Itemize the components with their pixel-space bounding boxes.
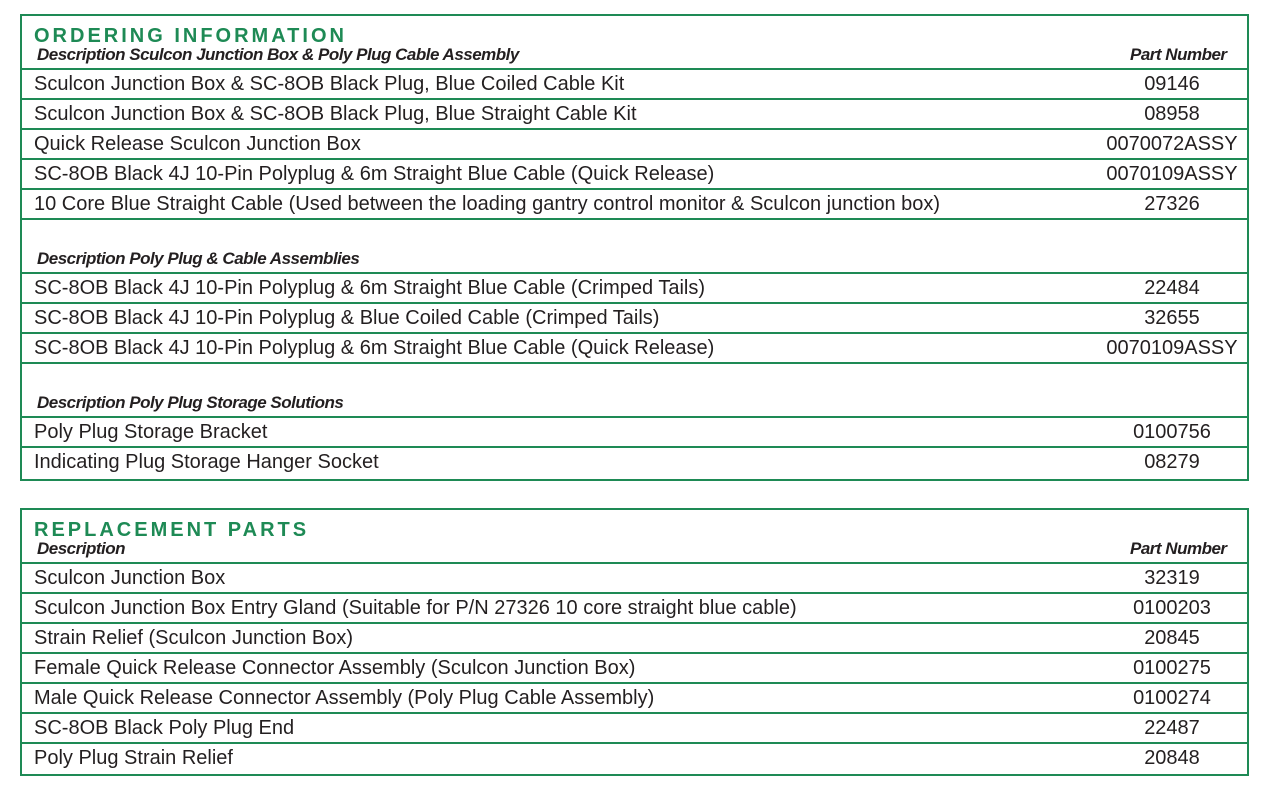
row-description: Quick Release Sculcon Junction Box bbox=[34, 133, 361, 155]
row-description: SC-8OB Black Poly Plug End bbox=[34, 717, 295, 739]
table-row bbox=[22, 594, 1247, 624]
table-row bbox=[22, 564, 1247, 594]
table-row bbox=[22, 274, 1247, 304]
row-part-number: 0070072ASSY bbox=[1106, 133, 1238, 155]
table-row bbox=[22, 334, 1247, 362]
ordering-group-header-label: Description Poly Plug & Cable Assemblies bbox=[37, 249, 360, 268]
row-description: Poly Plug Storage Bracket bbox=[34, 421, 268, 443]
table-row bbox=[22, 160, 1247, 190]
row-description: Male Quick Release Connector Assembly (Poly Plug Cable Assembly) bbox=[34, 687, 655, 709]
row-part-number: 0070109ASSY bbox=[1106, 337, 1238, 359]
row-description: Indicating Plug Storage Hanger Socket bbox=[34, 451, 379, 473]
table-row bbox=[22, 624, 1247, 654]
row-description: Sculcon Junction Box & SC-8OB Black Plug, Blue Coiled Cable Kit bbox=[34, 73, 625, 95]
replacement-parts-panel bbox=[20, 508, 1249, 776]
table-row bbox=[22, 654, 1247, 684]
row-description: SC-8OB Black 4J 10-Pin Polyplug & 6m Straight Blue Cable (Quick Release) bbox=[34, 163, 715, 185]
row-description: Sculcon Junction Box Entry Gland (Suitable for P/N 27326 10 core straight blue cable) bbox=[34, 597, 797, 619]
row-description: 10 Core Blue Straight Cable (Used between the loading gantry control monitor & Sculcon junction box) bbox=[34, 193, 941, 215]
table-row bbox=[22, 684, 1247, 714]
table-row bbox=[22, 304, 1247, 334]
part-number-header: Part Number bbox=[1130, 45, 1227, 64]
row-description: Sculcon Junction Box & SC-8OB Black Plug, Blue Straight Cable Kit bbox=[34, 103, 637, 125]
replacement-parts-header bbox=[22, 510, 1247, 564]
replacement-parts-title: REPLACEMENT PARTS bbox=[34, 519, 310, 541]
row-part-number: 32655 bbox=[1144, 307, 1200, 329]
row-part-number: 08958 bbox=[1144, 103, 1200, 125]
ordering-information-panel bbox=[20, 14, 1249, 481]
table-row bbox=[22, 744, 1247, 772]
row-part-number: 09146 bbox=[1144, 73, 1200, 95]
row-part-number: 27326 bbox=[1144, 193, 1200, 215]
ordering-group-header-sculcon bbox=[22, 16, 1247, 70]
table-row bbox=[22, 448, 1247, 476]
row-part-number: 0100203 bbox=[1133, 597, 1211, 619]
row-part-number: 22484 bbox=[1144, 277, 1200, 299]
row-part-number: 20845 bbox=[1144, 627, 1200, 649]
ordering-information-title: ORDERING INFORMATION bbox=[34, 25, 347, 47]
row-description: Sculcon Junction Box bbox=[34, 567, 226, 589]
row-description: Female Quick Release Connector Assembly (Sculcon Junction Box) bbox=[34, 657, 636, 679]
row-description: SC-8OB Black 4J 10-Pin Polyplug & 6m Straight Blue Cable (Crimped Tails) bbox=[34, 277, 706, 299]
ordering-group-header-poly-plug bbox=[22, 218, 1247, 274]
description-header: Description bbox=[37, 539, 126, 558]
table-row bbox=[22, 418, 1247, 448]
row-part-number: 0100274 bbox=[1133, 687, 1211, 709]
row-part-number: 22487 bbox=[1144, 717, 1200, 739]
row-description: Poly Plug Strain Relief bbox=[34, 747, 233, 769]
row-part-number: 08279 bbox=[1144, 451, 1200, 473]
row-part-number: 20848 bbox=[1144, 747, 1200, 769]
ordering-group-header-label: Description Poly Plug Storage Solutions bbox=[37, 393, 344, 412]
table-row bbox=[22, 190, 1247, 218]
row-description: Strain Relief (Sculcon Junction Box) bbox=[34, 627, 354, 649]
row-part-number: 0100275 bbox=[1133, 657, 1211, 679]
row-part-number: 0100756 bbox=[1133, 421, 1211, 443]
row-description: SC-8OB Black 4J 10-Pin Polyplug & 6m Straight Blue Cable (Quick Release) bbox=[34, 337, 715, 359]
row-part-number: 0070109ASSY bbox=[1106, 163, 1238, 185]
table-row bbox=[22, 130, 1247, 160]
part-number-header: Part Number bbox=[1130, 539, 1227, 558]
table-row bbox=[22, 714, 1247, 744]
table-row bbox=[22, 100, 1247, 130]
row-description: SC-8OB Black 4J 10-Pin Polyplug & Blue Coiled Cable (Crimped Tails) bbox=[34, 307, 660, 329]
table-row bbox=[22, 70, 1247, 100]
row-part-number: 32319 bbox=[1144, 567, 1200, 589]
ordering-group-header-storage bbox=[22, 362, 1247, 418]
ordering-group-header-label: Description Sculcon Junction Box & Poly Plug Cable Assembly bbox=[37, 45, 519, 64]
